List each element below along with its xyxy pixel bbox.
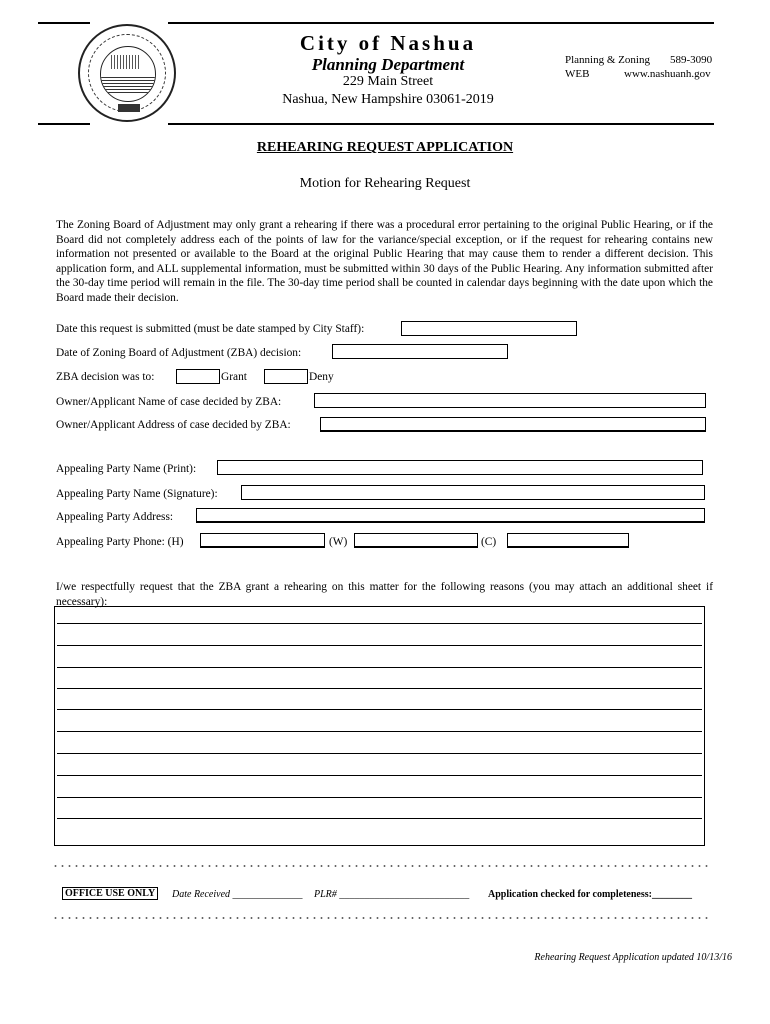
reasons-line	[57, 775, 702, 776]
reasons-prompt: I/we respectfully request that the ZBA grant a rehearing on this matter for the following reasons (you may attach an additional sheet if necessary):	[56, 581, 713, 608]
city-name: City of Nashua	[299, 31, 477, 55]
phone-home-field[interactable]	[200, 533, 325, 548]
party-name-print-field[interactable]	[217, 460, 703, 475]
contact-label-web: WEB	[565, 68, 590, 80]
deny-label: Deny	[309, 371, 334, 383]
header-rule-top	[168, 22, 714, 24]
contact-label-planning: Planning & Zoning	[565, 54, 650, 66]
reasons-line	[57, 797, 702, 798]
contact-phone: 589-3090	[670, 54, 713, 66]
plr-field: PLR# __________________________	[314, 889, 470, 900]
completeness-check-field: Application checked for completeness:________	[488, 889, 692, 900]
office-use-row-start	[62, 888, 158, 899]
party-name-signature-field[interactable]	[241, 485, 705, 500]
office-border-bottom	[52, 915, 712, 921]
city-seal-logo	[78, 24, 176, 122]
intro-paragraph: The Zoning Board of Adjustment may only grant a rehearing if there was a procedural error pertaining to the original Public Hearing, or if the Board did not completely address each of the points of law for the variance/special exception, or if the request for rehearing contains new information not presented or available to the Board at the original Public Hearing that may cause them to render a different decision. This application form, and ALL supplemental information, must be submitted within 30 days of the Public Hearing. Any information submitted after the 30-day time period will remain in the file. The 30-day time period shall be counted in calendar days beginning with the date upon which the Board made their decision.	[56, 219, 713, 304]
zba-decision-date-label: Date of Zoning Board of Adjustment (ZBA) decision:	[56, 347, 302, 359]
phone-cell-field[interactable]	[507, 533, 629, 548]
office-use-label: OFFICE USE ONLY	[62, 887, 158, 900]
reasons-line	[57, 645, 702, 646]
owner-name-field[interactable]	[314, 393, 706, 408]
header-rule-bottom	[168, 123, 714, 125]
date-received-field: Date Received ______________	[172, 889, 303, 900]
street-address: 229 Main Street	[342, 74, 434, 89]
grant-field[interactable]	[176, 369, 220, 384]
form-title: REHEARING REQUEST APPLICATION	[256, 140, 514, 155]
owner-name-label: Owner/Applicant Name of case decided by ZBA:	[56, 396, 282, 408]
zba-decision-date-field[interactable]	[332, 344, 508, 359]
office-border-top	[52, 863, 712, 869]
phone-work-field[interactable]	[354, 533, 478, 548]
party-name-signature-label: Appealing Party Name (Signature):	[56, 488, 218, 500]
reasons-textarea[interactable]	[54, 606, 705, 846]
deny-field[interactable]	[264, 369, 308, 384]
reasons-line	[57, 818, 702, 819]
reasons-line	[57, 709, 702, 710]
owner-address-field[interactable]	[320, 417, 706, 432]
party-phone-label: Appealing Party Phone: (H)	[56, 536, 184, 548]
party-address-label: Appealing Party Address:	[56, 511, 174, 523]
date-submitted-label: Date this request is submitted (must be date stamped by City Staff):	[56, 323, 365, 335]
header-rule-top-left	[38, 22, 90, 24]
phone-c-label: (C)	[481, 536, 497, 548]
date-submitted-field[interactable]	[401, 321, 577, 336]
zba-decision-label: ZBA decision was to:	[56, 371, 155, 383]
header-rule-bottom-left	[38, 123, 90, 125]
reasons-line	[57, 688, 702, 689]
reasons-line	[57, 731, 702, 732]
reasons-line	[57, 623, 702, 624]
party-address-field[interactable]	[196, 508, 705, 523]
phone-w-label: (W)	[329, 536, 348, 548]
department-name: Planning Department	[311, 55, 465, 74]
party-name-print-label: Appealing Party Name (Print):	[56, 463, 197, 475]
owner-address-label: Owner/Applicant Address of case decided by ZBA:	[56, 419, 291, 431]
footer-updated: Rehearing Request Application updated 10/13/16	[534, 952, 732, 963]
reasons-line	[57, 753, 702, 754]
reasons-line	[57, 667, 702, 668]
form-subtitle: Motion for Rehearing Request	[299, 176, 471, 191]
city-state-zip: Nashua, New Hampshire 03061-2019	[282, 92, 494, 107]
contact-web-link[interactable]: www.nashuanh.gov	[624, 68, 711, 80]
grant-label: Grant	[221, 371, 247, 383]
